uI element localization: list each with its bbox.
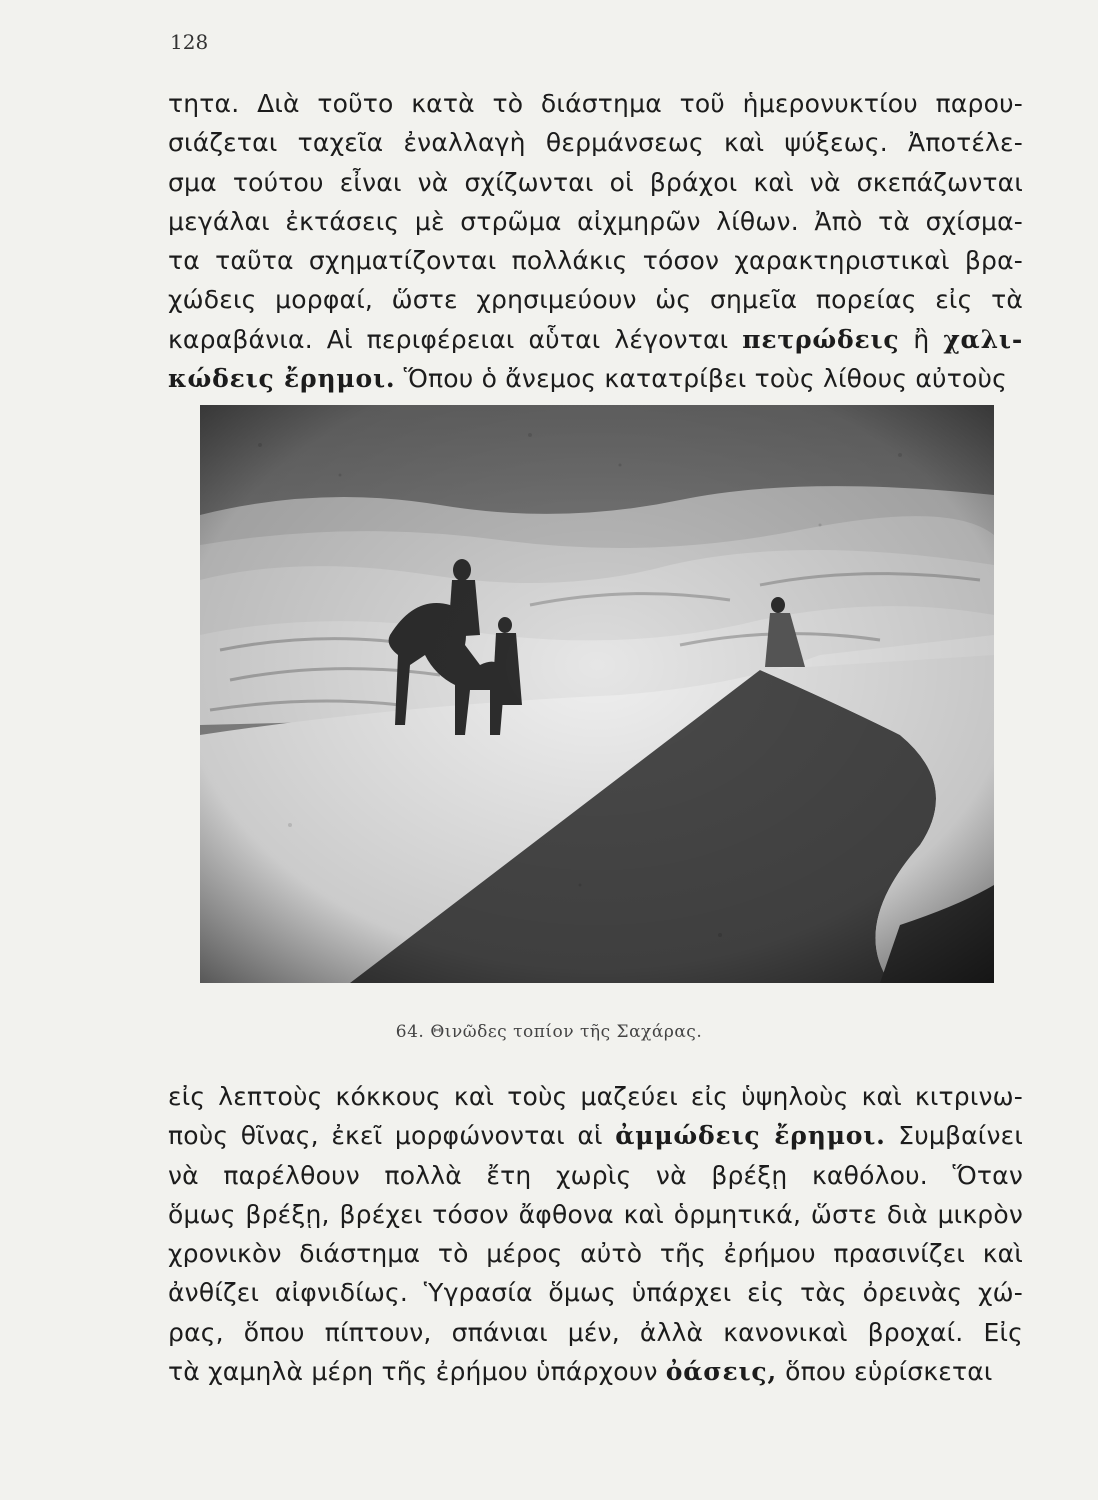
page-number: 128 <box>170 30 209 54</box>
text-line <box>168 280 1023 319</box>
text-segment: τητα. Διὰ τοῦτο κατὰ τὸ διάστημα τοῦ ἡμερονυκτίου παρου- <box>168 89 1023 118</box>
text-line <box>168 202 1023 241</box>
text-line <box>168 1077 1023 1116</box>
text-segment: Ὅπου ὁ ἄνεμος κατατρίβει τοὺς λίθους αὐτοὺς <box>395 364 1007 394</box>
text-segment: σιάζεται ταχεῖα ἐναλλαγὴ θερμάνσεως καὶ ψύξεως. Ἀποτέλε- <box>168 128 1023 158</box>
text-segment: τὰ χαμηλὰ μέρη τῆς ἐρήμου ὑπάρχουν <box>168 1357 666 1387</box>
text-segment: ρας, ὅπου πίπτουν, σπάνιαι μέν, ἀλλὰ κανονικαὶ βροχαί. Εἰς <box>168 1317 1023 1347</box>
desert-photo <box>200 405 994 983</box>
text-line <box>168 1195 1023 1234</box>
text-line <box>168 1273 1023 1312</box>
figure-caption <box>0 1022 1098 1042</box>
figure-caption-text: Θινῶδες τοπίον τῆς Σαχάρας. <box>430 1022 703 1042</box>
text-segment: Συμβαίνει <box>885 1121 1023 1151</box>
text-line <box>168 1234 1023 1273</box>
text-segment: τα ταῦτα σχηματίζονται πολλάκις τόσον χαρακτηριστικαὶ βρα- <box>168 246 1023 276</box>
text-line <box>168 320 1023 359</box>
text-segment: ὅπου εὑρίσκεται <box>776 1357 993 1387</box>
text-line <box>168 123 1023 162</box>
top-paragraph <box>168 84 1023 398</box>
text-segment: ἀνθίζει αἰφνιδίως. Ὑγρασία ὅμως ὑπάρχει εἰς τὰς ὀρεινὰς χώ- <box>168 1278 1023 1308</box>
text-line <box>168 1156 1023 1195</box>
text-line <box>168 1116 1023 1155</box>
text-line <box>168 84 1023 123</box>
text-segment: ὅμως βρέξῃ, βρέχει τόσον ἄφθονα καὶ ὁρμητικά, ὥστε διὰ μικρὸν <box>168 1199 1023 1229</box>
text-line <box>168 1352 1023 1391</box>
text-segment: εἰς λεπτοὺς κόκκους καὶ τοὺς μαζεύει εἰς ὑψηλοὺς καὶ κιτρινω- <box>168 1082 1023 1111</box>
bold-term: πετρώδεις <box>742 324 900 354</box>
text-segment: νὰ παρέλθουν πολλὰ ἔτη χωρὶς νὰ βρέξῃ καθόλου. Ὅταν <box>168 1160 1023 1190</box>
text-line <box>168 359 1023 398</box>
text-line <box>168 163 1023 202</box>
bold-term: κώδεις ἔρημοι. <box>168 364 396 394</box>
text-segment: μεγάλαι ἐκτάσεις μὲ στρῶμα αἰχμηρῶν λίθων. Ἀπὸ τὰ σχίσμα- <box>168 206 1023 236</box>
text-segment: ποὺς θῖνας, ἐκεῖ μορφώνονται αἱ <box>168 1121 616 1151</box>
bottom-paragraph <box>168 1077 1023 1391</box>
text-segment: ἢ <box>899 324 944 354</box>
bold-term: χαλι- <box>943 324 1023 354</box>
text-line <box>168 241 1023 280</box>
desert-photo-illustration <box>200 405 994 983</box>
bold-term: ἀμμώδεις ἔρημοι. <box>615 1121 886 1151</box>
text-segment: καραβάνια. Αἱ περιφέρειαι αὗται λέγονται <box>168 324 743 354</box>
text-line <box>168 1313 1023 1352</box>
text-segment: χώδεις μορφαί, ὥστε χρησιμεύουν ὡς σημεῖα πορείας εἰς τὰ <box>168 285 1023 315</box>
text-segment: σμα τούτου εἶναι νὰ σχίζωνται οἱ βράχοι καὶ νὰ σκεπάζωνται <box>168 167 1023 197</box>
text-segment: χρονικὸν διάστημα τὸ μέρος αὐτὸ τῆς ἐρήμου πρασινίζει καὶ <box>168 1239 1023 1269</box>
figure-number: 64. <box>395 1022 425 1042</box>
bold-term: ὀάσεις, <box>665 1357 777 1387</box>
